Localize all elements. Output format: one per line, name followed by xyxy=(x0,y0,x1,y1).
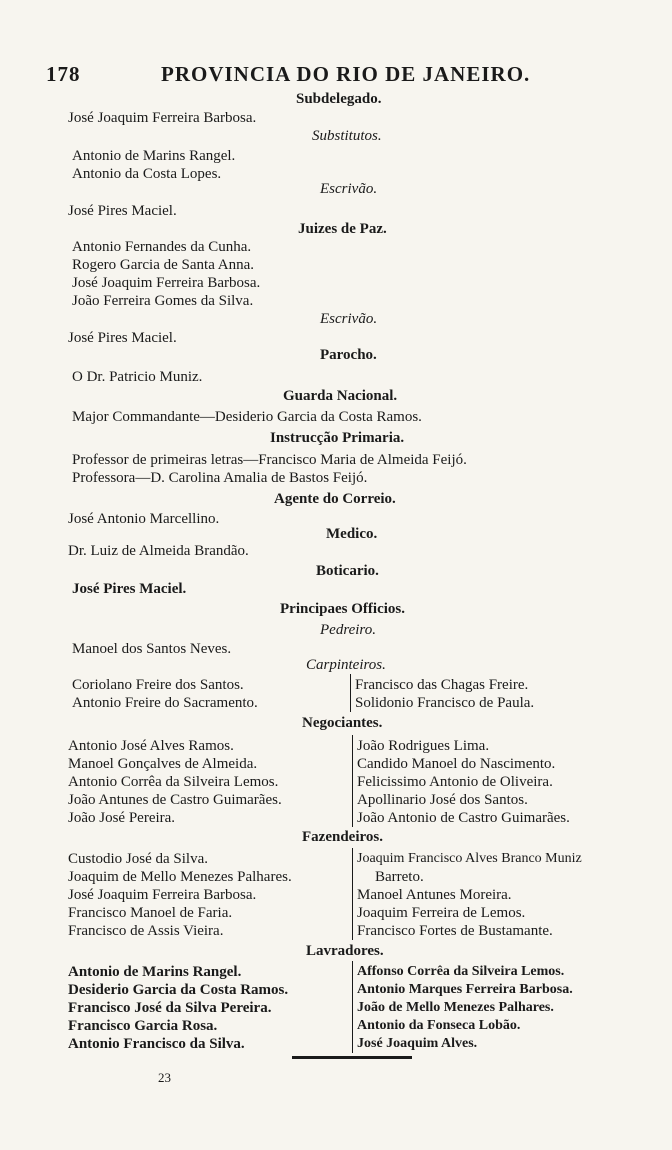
heading-medico: Medico. xyxy=(326,526,378,542)
fazendeiro-name: Joaquim de Mello Menezes Palhares. xyxy=(68,869,292,885)
carpinteiro-name: Coriolano Freire dos Santos. xyxy=(72,677,244,693)
lavrador-name: José Joaquim Alves. xyxy=(357,1036,478,1051)
escrivao-name: José Pires Maciel. xyxy=(68,203,177,219)
fazendeiro-name: Joaquim Francisco Alves Branco Muniz xyxy=(357,851,582,866)
negociante-name: Candido Manoel do Nascimento. xyxy=(357,756,556,772)
heading-boticario: Boticario. xyxy=(316,563,379,579)
fazendeiro-name-continued: Barreto. xyxy=(375,869,424,885)
lavrador-name: Antonio Francisco da Silva. xyxy=(68,1036,245,1052)
fazendeiro-name: Joaquim Ferreira de Lemos. xyxy=(357,905,526,921)
heading-pedreiro: Pedreiro. xyxy=(320,622,376,638)
escrivao-name: José Pires Maciel. xyxy=(68,330,177,346)
column-divider xyxy=(352,961,353,1053)
juiz-name: José Joaquim Ferreira Barbosa. xyxy=(72,275,261,291)
lavrador-name: Antonio da Fonseca Lobão. xyxy=(357,1018,521,1033)
heading-guarda-nacional: Guarda Nacional. xyxy=(283,388,398,404)
heading-subdelegado: Subdelegado. xyxy=(296,91,382,107)
heading-instrucao-primaria: Instrucção Primaria. xyxy=(270,430,405,446)
heading-parocho: Parocho. xyxy=(320,347,377,363)
closing-rule xyxy=(292,1056,412,1059)
carpinteiro-name: Francisco das Chagas Freire. xyxy=(355,677,529,693)
heading-lavradores: Lavradores. xyxy=(306,943,384,959)
heading-escrivao: Escrivão. xyxy=(320,311,378,327)
negociante-name: João Rodrigues Lima. xyxy=(357,738,490,754)
lavrador-name: Antonio de Marins Rangel. xyxy=(68,964,242,980)
negociante-name: Manoel Gonçalves de Almeida. xyxy=(68,756,258,772)
column-divider xyxy=(352,848,353,940)
fazendeiro-name: José Joaquim Ferreira Barbosa. xyxy=(68,887,257,903)
page-title: PROVINCIA DO RIO DE JANEIRO. xyxy=(161,62,531,86)
lavrador-name: Desiderio Garcia da Costa Ramos. xyxy=(68,982,289,998)
instrucao-line: Professor de primeiras letras—Francisco Maria de Almeida Feijó. xyxy=(72,452,467,468)
fazendeiro-name: Custodio José da Silva. xyxy=(68,851,209,867)
guarda-commandante: Major Commandante—Desiderio Garcia da Costa Ramos. xyxy=(72,409,422,425)
medico-name: Dr. Luiz de Almeida Brandão. xyxy=(68,543,249,559)
subdelegado-name: José Joaquim Ferreira Barbosa. xyxy=(68,110,257,126)
negociante-name: João José Pereira. xyxy=(68,810,176,826)
heading-principaes-officios: Principaes Officios. xyxy=(280,601,405,617)
carpinteiro-name: Antonio Freire do Sacramento. xyxy=(72,695,258,711)
substituto-name: Antonio de Marins Rangel. xyxy=(72,148,236,164)
parocho-name: O Dr. Patricio Muniz. xyxy=(72,369,203,385)
heading-negociantes: Negociantes. xyxy=(302,715,383,731)
heading-escrivao: Escrivão. xyxy=(320,181,378,197)
lavrador-name: Francisco José da Silva Pereira. xyxy=(68,1000,272,1016)
lavrador-name: Antonio Marques Ferreira Barbosa. xyxy=(357,982,573,997)
heading-agente-correio: Agente do Correio. xyxy=(274,491,396,507)
lavrador-name: Affonso Corrêa da Silveira Lemos. xyxy=(357,964,565,979)
fazendeiro-name: Francisco de Assis Vieira. xyxy=(68,923,224,939)
negociante-name: Felicissimo Antonio de Oliveira. xyxy=(357,774,553,790)
heading-fazendeiros: Fazendeiros. xyxy=(302,829,383,845)
fazendeiro-name: Manoel Antunes Moreira. xyxy=(357,887,512,903)
negociante-name: Antonio Corrêa da Silveira Lemos. xyxy=(68,774,279,790)
correio-name: José Antonio Marcellino. xyxy=(68,511,220,527)
lavrador-name: João de Mello Menezes Palhares. xyxy=(357,1000,554,1015)
juiz-name: Rogero Garcia de Santa Anna. xyxy=(72,257,255,273)
juiz-name: Antonio Fernandes da Cunha. xyxy=(72,239,252,255)
carpinteiro-name: Solidonio Francisco de Paula. xyxy=(355,695,535,711)
juiz-name: João Ferreira Gomes da Silva. xyxy=(72,293,254,309)
signature-mark: 23 xyxy=(158,1070,171,1085)
column-divider xyxy=(352,735,353,827)
page-number: 178 xyxy=(46,62,81,86)
negociante-name: João Antonio de Castro Guimarães. xyxy=(357,810,570,826)
lavrador-name: Francisco Garcia Rosa. xyxy=(68,1018,218,1034)
negociante-name: João Antunes de Castro Guimarães. xyxy=(68,792,282,808)
heading-carpinteiros: Carpinteiros. xyxy=(306,657,386,673)
negociante-name: Apollinario José dos Santos. xyxy=(357,792,528,808)
fazendeiro-name: Francisco Manoel de Faria. xyxy=(68,905,233,921)
negociante-name: Antonio José Alves Ramos. xyxy=(68,738,234,754)
heading-juizes-de-paz: Juizes de Paz. xyxy=(298,221,387,237)
heading-substitutos: Substitutos. xyxy=(312,128,382,144)
substituto-name: Antonio da Costa Lopes. xyxy=(72,166,222,182)
instrucao-line: Professora—D. Carolina Amalia de Bastos Feijó. xyxy=(72,470,368,486)
boticario-name: José Pires Maciel. xyxy=(72,581,187,597)
pedreiro-name: Manoel dos Santos Neves. xyxy=(72,641,232,657)
fazendeiro-name: Francisco Fortes de Bustamante. xyxy=(357,923,553,939)
column-divider xyxy=(350,674,351,712)
